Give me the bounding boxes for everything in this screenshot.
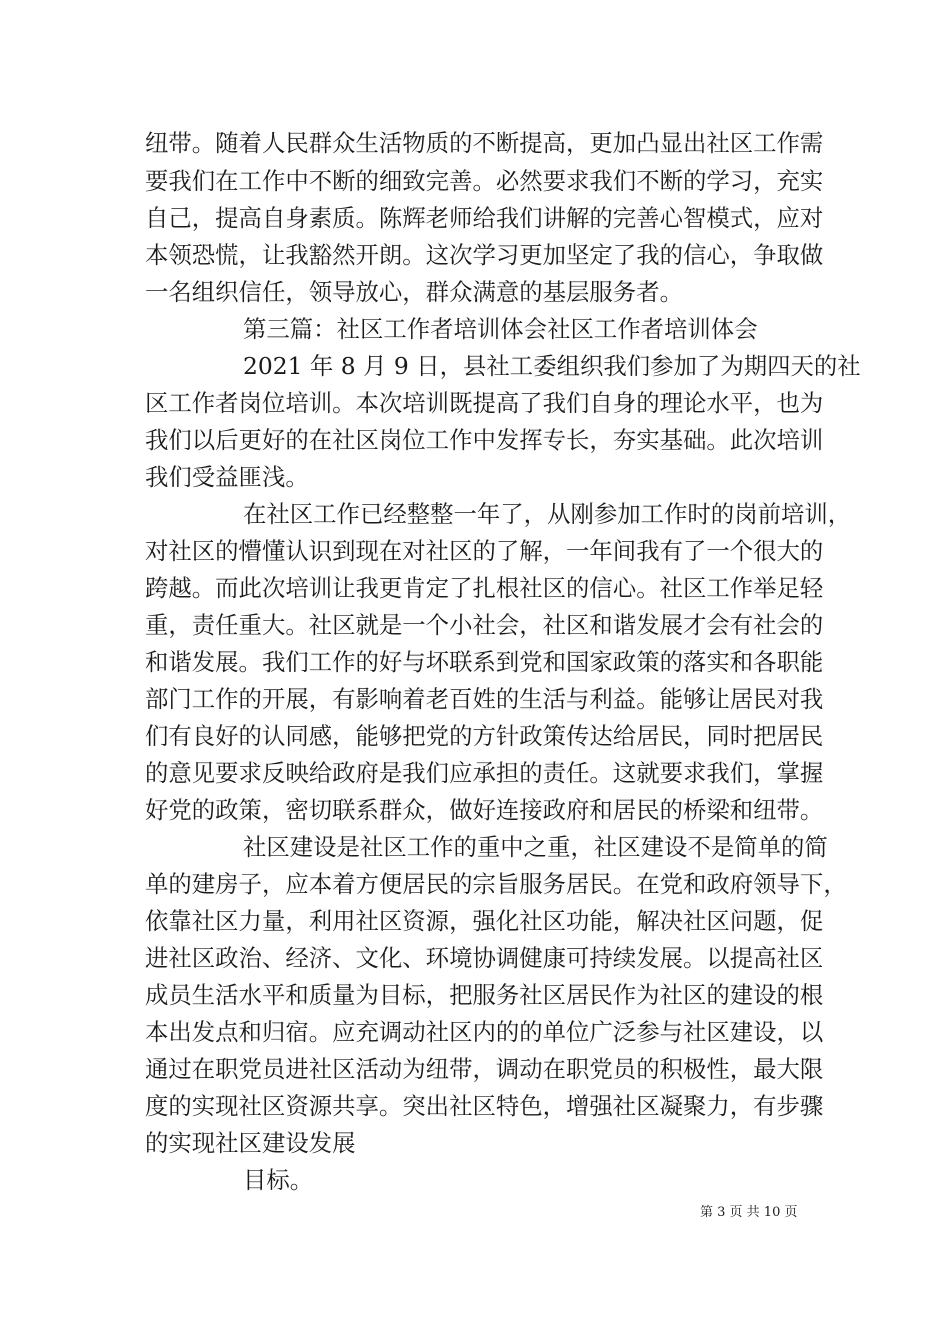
text-line: 社区建设是社区工作的重中之重，社区建设不是简单的简 — [243, 833, 828, 861]
text-line: 要我们在工作中不断的细致完善。必然要求我们不断的学习，充实 — [145, 167, 824, 195]
text-line: 本领恐慌，让我豁然开朗。这次学习更加坚定了我的信心，争取做 — [145, 241, 824, 269]
text-line: 本出发点和归宿。应充调动社区内的的单位广泛参与社区建设，以 — [145, 1018, 824, 1046]
text-line: 和谐发展。我们工作的好与坏联系到党和国家政策的落实和各职能 — [145, 648, 824, 676]
text-line: 依靠社区力量，利用社区资源，强化社区功能，解决社区问题，促 — [145, 907, 824, 935]
text-line: 纽带。随着人民群众生活物质的不断提高，更加凸显出社区工作需 — [145, 129, 824, 157]
text-line: 重，责任重大。社区就是一个小社会，社区和谐发展才会有社会的 — [145, 611, 824, 639]
text-line: 部门工作的开展，有影响着老百姓的生活与利益。能够让居民对我 — [145, 685, 824, 713]
text-line: 成员生活水平和质量为目标，把服务社区居民作为社区的建设的根 — [145, 981, 824, 1009]
text-line: 的意见要求反映给政府是我们应承担的责任。这就要求我们，掌握 — [145, 759, 824, 787]
text-line: 自己，提高自身素质。陈辉老师给我们讲解的完善心智模式，应对 — [145, 204, 824, 232]
page-number-footer: 第 3 页 共 10 页 — [700, 1205, 798, 1220]
section-heading: 第三篇：社区工作者培训体会社区工作者培训体会 — [243, 315, 758, 343]
text-line: 通过在职党员进社区活动为纽带，调动在职党员的积极性，最大限 — [145, 1055, 824, 1083]
text-line: 单的建房子，应本着方便居民的宗旨服务居民。在党和政府领导下， — [145, 870, 847, 898]
text-line: 在社区工作已经整整一年了，从刚参加工作时的岗前培训， — [243, 500, 852, 528]
text-line: 一名组织信任，领导放心，群众满意的基层服务者。 — [145, 278, 683, 306]
text-line: 对社区的懵懂认识到现在对社区的了解，一年间我有了一个很大的 — [145, 537, 824, 565]
text-line: 跨越。而此次培训让我更肯定了扎根社区的信心。社区工作举足轻 — [145, 574, 824, 602]
text-line: 2021 年 8 月 9 日，县社工委组织我们参加了为期四天的社 — [243, 352, 861, 380]
text-line: 度的实现社区资源共享。突出社区特色，增强社区凝聚力，有步骤 — [145, 1092, 824, 1120]
text-line: 们有良好的认同感，能够把党的方针政策传达给居民，同时把居民 — [145, 722, 824, 750]
text-line: 我们以后更好的在社区岗位工作中发挥专长，夯实基础。此次培训 — [145, 426, 824, 454]
text-line: 目标。 — [243, 1166, 314, 1194]
text-line: 好党的政策，密切联系群众，做好连接政府和居民的桥梁和纽带。 — [145, 796, 824, 824]
text-line: 进社区政治、经济、文化、环境协调健康可持续发展。以提高社区 — [145, 944, 824, 972]
text-line: 区工作者岗位培训。本次培训既提高了我们自身的理论水平，也为 — [145, 389, 824, 417]
text-line: 的实现社区建设发展 — [145, 1129, 356, 1157]
text-line: 我们受益匪浅。 — [145, 463, 309, 491]
